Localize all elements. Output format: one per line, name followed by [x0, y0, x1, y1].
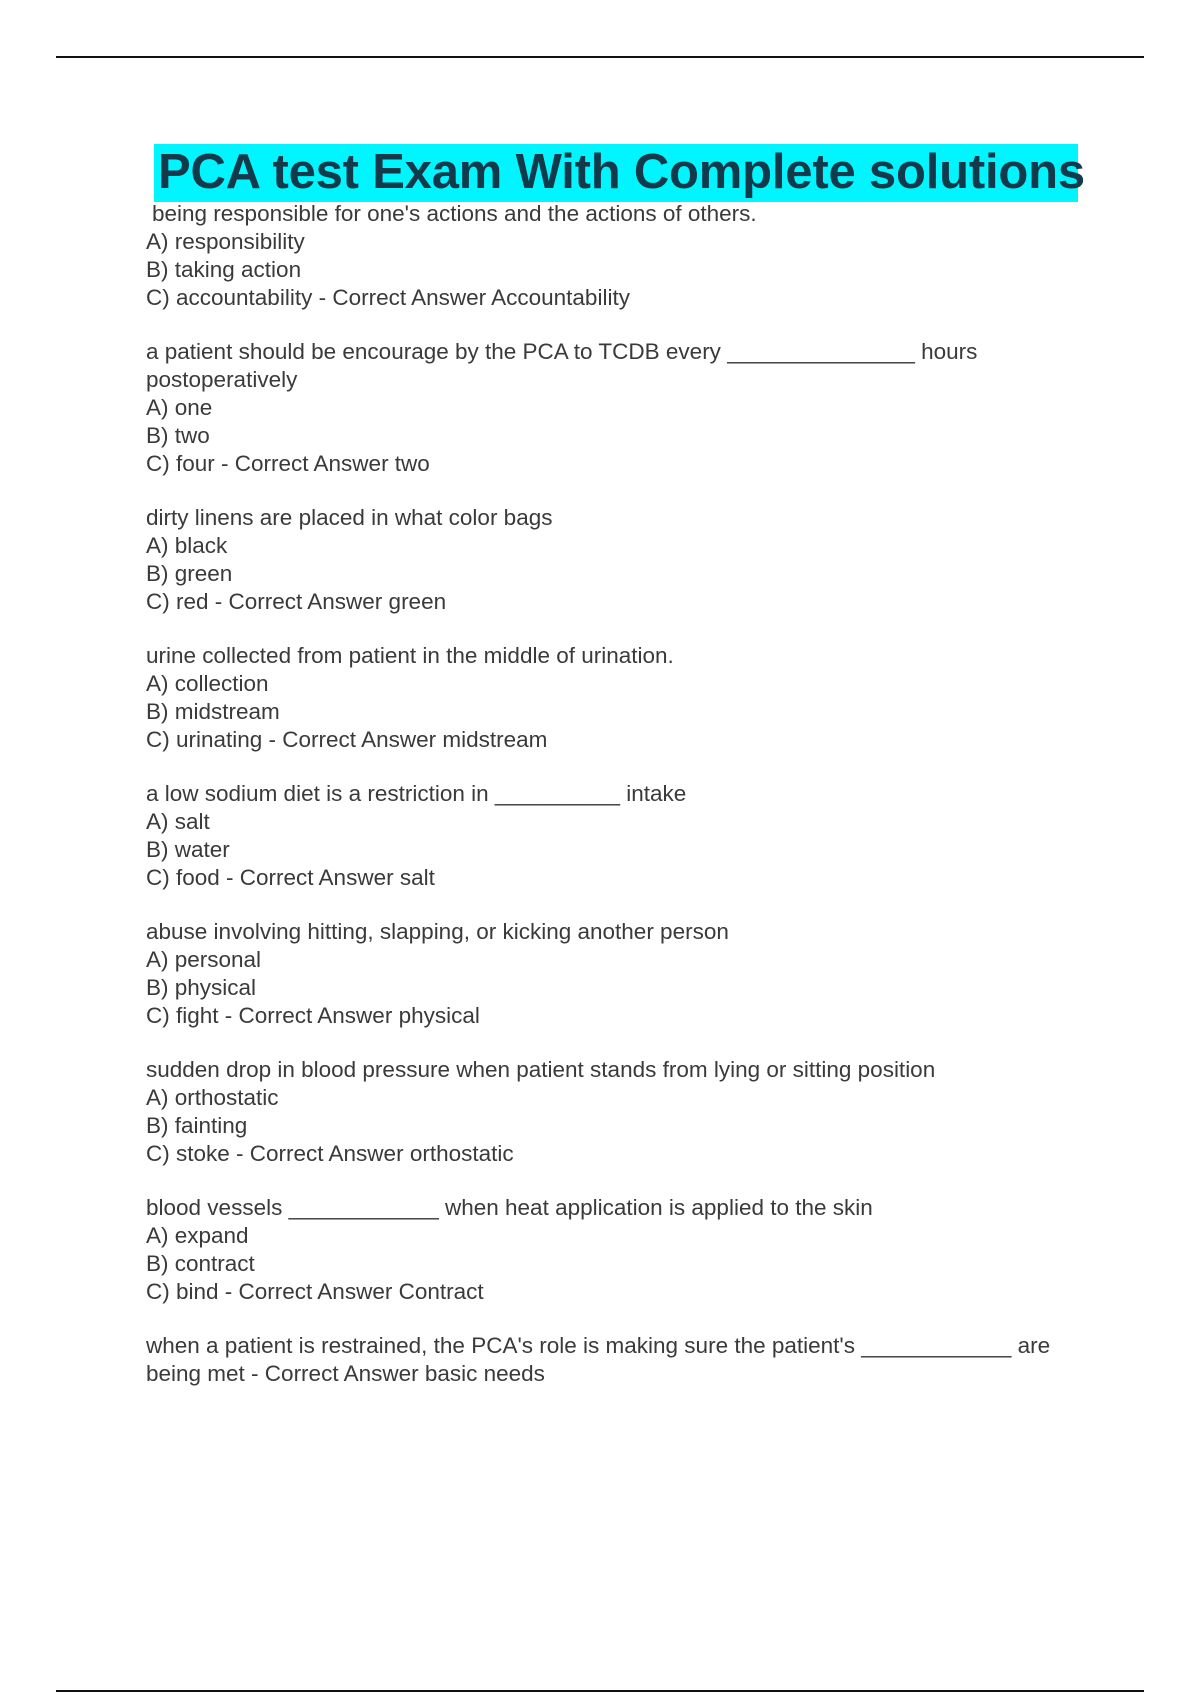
question-block [146, 338, 1106, 478]
question-stem: sudden drop in blood pressure when patient stands from lying or sitting position [146, 1057, 936, 1082]
question-stem: dirty linens are placed in what color bags [146, 505, 553, 530]
answer-option: B) water [146, 837, 230, 862]
question-list [146, 200, 1106, 1414]
answer-option: B) physical [146, 975, 257, 1000]
answer-option: A) orthostatic [146, 1085, 279, 1110]
top-rule [56, 56, 1144, 58]
bottom-rule [56, 1690, 1144, 1692]
question-stem: a low sodium diet is a restriction in __________ intake [146, 781, 687, 806]
question-block [146, 200, 1106, 312]
question-stem: abuse involving hitting, slapping, or kicking another person [146, 919, 729, 944]
question-block [146, 642, 1106, 754]
answer-option: C) food - Correct Answer salt [146, 865, 435, 890]
question-block [146, 1056, 1106, 1168]
question-block [146, 1332, 1106, 1388]
answer-option: A) responsibility [146, 229, 305, 254]
answer-option: C) red - Correct Answer green [146, 589, 447, 614]
answer-option: A) personal [146, 947, 262, 972]
answer-option: C) four - Correct Answer two [146, 451, 430, 476]
answer-option: A) expand [146, 1223, 249, 1248]
question-block [146, 780, 1106, 892]
answer-option: B) taking action [146, 257, 302, 282]
answer-option: B) fainting [146, 1113, 248, 1138]
answer-option: B) contract [146, 1251, 255, 1276]
answer-option: B) green [146, 561, 233, 586]
answer-option: A) one [146, 395, 213, 420]
question-block [146, 918, 1106, 1030]
question-stem: blood vessels ____________ when heat application is applied to the skin [146, 1195, 873, 1220]
answer-option: A) black [146, 533, 228, 558]
answer-option: A) collection [146, 671, 269, 696]
question-stem: when a patient is restrained, the PCA's role is making sure the patient's ____________ are being met - Correct Answer basic needs [146, 1333, 1051, 1386]
answer-option: C) accountability - Correct Answer Accountability [146, 285, 630, 310]
page-title: PCA test Exam With Complete solutions [158, 145, 1085, 199]
question-stem: being responsible for one's actions and the actions of others. [152, 201, 757, 226]
answer-option: C) urinating - Correct Answer midstream [146, 727, 548, 752]
answer-option: C) bind - Correct Answer Contract [146, 1279, 484, 1304]
answer-option: C) fight - Correct Answer physical [146, 1003, 480, 1028]
answer-option: A) salt [146, 809, 210, 834]
answer-option: B) midstream [146, 699, 280, 724]
question-block [146, 504, 1106, 616]
answer-option: C) stoke - Correct Answer orthostatic [146, 1141, 514, 1166]
question-block [146, 1194, 1106, 1306]
answer-option: B) two [146, 423, 210, 448]
question-stem: a patient should be encourage by the PCA to TCDB every _______________ hours postoperatively [146, 339, 978, 392]
question-stem: urine collected from patient in the middle of urination. [146, 643, 674, 668]
